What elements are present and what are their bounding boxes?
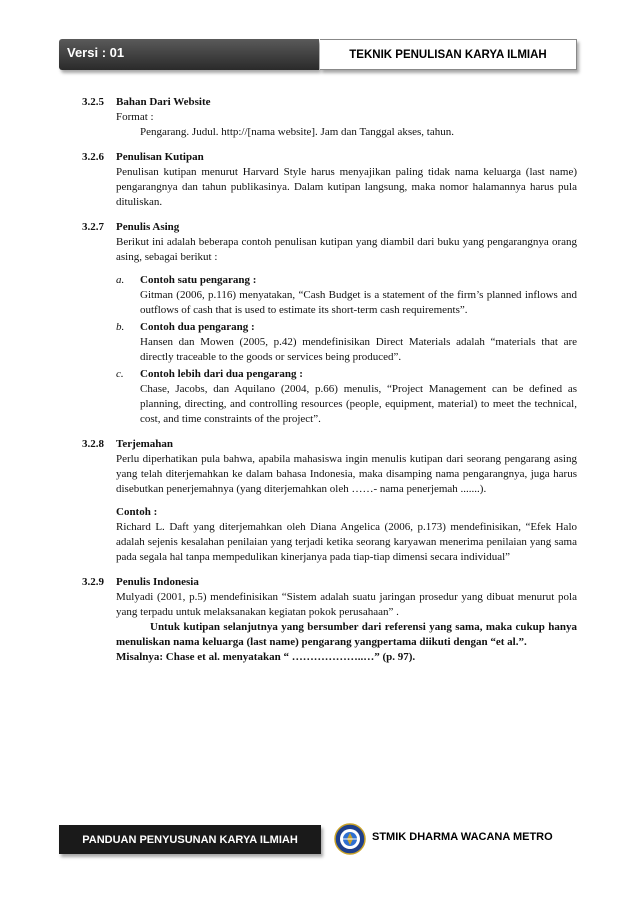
list-item-title: Contoh lebih dari dua pengarang : xyxy=(140,368,303,380)
list-letter: a. xyxy=(116,274,125,286)
footer-left-text: PANDUAN PENYUSUNAN KARYA ILMIAH xyxy=(82,833,298,846)
section-number: 3.2.9 xyxy=(82,576,104,588)
section-title xyxy=(82,437,577,452)
list-letter: c. xyxy=(116,368,124,380)
section-heading: Penulisan Kutipan xyxy=(116,151,204,163)
example-label: Contoh : xyxy=(116,506,158,518)
section-3-2-7 xyxy=(82,220,577,427)
header-title-box xyxy=(320,39,577,70)
footer-right-text: STMIK DHARMA WACANA METRO xyxy=(372,831,553,843)
section-number: 3.2.8 xyxy=(82,438,104,450)
list-item xyxy=(116,320,577,365)
header-title: TEKNIK PENULISAN KARYA ILMIAH xyxy=(349,48,547,61)
bold-paragraph: Untuk kutipan selanjutnya yang bersumber dari referensi yang sama, maka cukup hanya menuliskan nama keluarga (last name) pengarang yangpertama diikuti dengan “et al.”. xyxy=(116,621,577,648)
example-paragraph: Richard L. Daft yang diterjemahkan oleh Diana Angelica (2006, p.173) mendefinisikan, “Efek Halo adalah sejenis kesalahan penilaian yang terjadi ketika seorang karyawan menerima penilaian yang sama pada segala hal tanpa mempedulikan kinerjanya pada tiap-tiap dimensi secara individual” xyxy=(116,521,577,563)
list-item xyxy=(116,367,577,427)
section-heading: Penulis Asing xyxy=(116,221,180,233)
list-item xyxy=(116,273,577,318)
document-body xyxy=(82,95,577,675)
list-item-body: Hansen dan Mowen (2005, p.42) mendefinisikan Direct Materials adalah “materials that are directly traceable to the goods or services being produced”. xyxy=(140,336,577,363)
section-paragraph: Perlu diperhatikan pula bahwa, apabila mahasiswa ingin menulis kutipan dari seorang pengarang asing yang telah diterjemahkan ke dalam bahasa Indonesia, maka disamping nama pengarangnya, juga harus disebutkan penerjemahnya (yang diterjemahkan oleh ……- nama penerjemah .......). xyxy=(116,453,577,495)
section-number: 3.2.7 xyxy=(82,221,104,233)
section-heading: Bahan Dari Website xyxy=(116,96,211,108)
section-3-2-6 xyxy=(82,150,577,210)
section-heading: Terjemahan xyxy=(116,438,174,450)
section-3-2-8 xyxy=(82,437,577,565)
list-item-title: Contoh dua pengarang : xyxy=(140,321,255,333)
section-number: 3.2.6 xyxy=(82,151,104,163)
header-version-bar xyxy=(59,39,319,70)
list-item-body: Chase, Jacobs, dan Aquilano (2004, p.66) menulis, “Project Management can be defined as planning, directing, and controlling resources (people, equipment, material) to meet the technical, cost, and time constraints of the project”. xyxy=(140,383,577,425)
section-3-2-9 xyxy=(82,575,577,665)
institution-seal-icon xyxy=(334,823,366,855)
bold-example: Misalnya: Chase et al. menyatakan “ ………………..…” (p. 97). xyxy=(116,651,416,663)
list-item-title: Contoh satu pengarang : xyxy=(140,274,257,286)
list-item-body: Gitman (2006, p.116) menyatakan, “Cash Budget is a statement of the firm’s planned inflows and outflows of cash that is used to estimate its short-term cash requirements”. xyxy=(140,289,577,316)
format-text: Pengarang. Judul. http://[nama website]. Jam dan Tanggal akses, tahun. xyxy=(140,126,454,138)
section-title xyxy=(82,150,577,165)
section-title xyxy=(82,575,577,590)
header-version: Versi : 01 xyxy=(67,45,125,60)
section-paragraph: Mulyadi (2001, p.5) mendefinisikan “Sistem adalah suatu jaringan prosedur yang dibuat menurut pola yang terpadu untuk melaksanakan kegiatan pokok perusahaan” . xyxy=(116,591,577,618)
format-label: Format : xyxy=(116,111,154,123)
section-title xyxy=(82,95,577,110)
section-heading: Penulis Indonesia xyxy=(116,576,199,588)
section-title xyxy=(82,220,577,235)
section-paragraph: Berikut ini adalah beberapa contoh penulisan kutipan yang diambil dari buku yang pengarangnya orang asing, sebagai berikut : xyxy=(116,236,577,263)
section-3-2-5 xyxy=(82,95,577,140)
list-letter: b. xyxy=(116,321,125,333)
section-paragraph: Penulisan kutipan menurut Harvard Style harus menyajikan paling tidak nama keluarga (last name) pengarangnya dan tahun publikasinya. Dalam kutipan langsung, maka nomor halamannya harus pula dituliskan. xyxy=(116,166,577,208)
footer-guide-bar xyxy=(59,825,321,854)
section-number: 3.2.5 xyxy=(82,96,104,108)
example-list xyxy=(116,273,577,427)
